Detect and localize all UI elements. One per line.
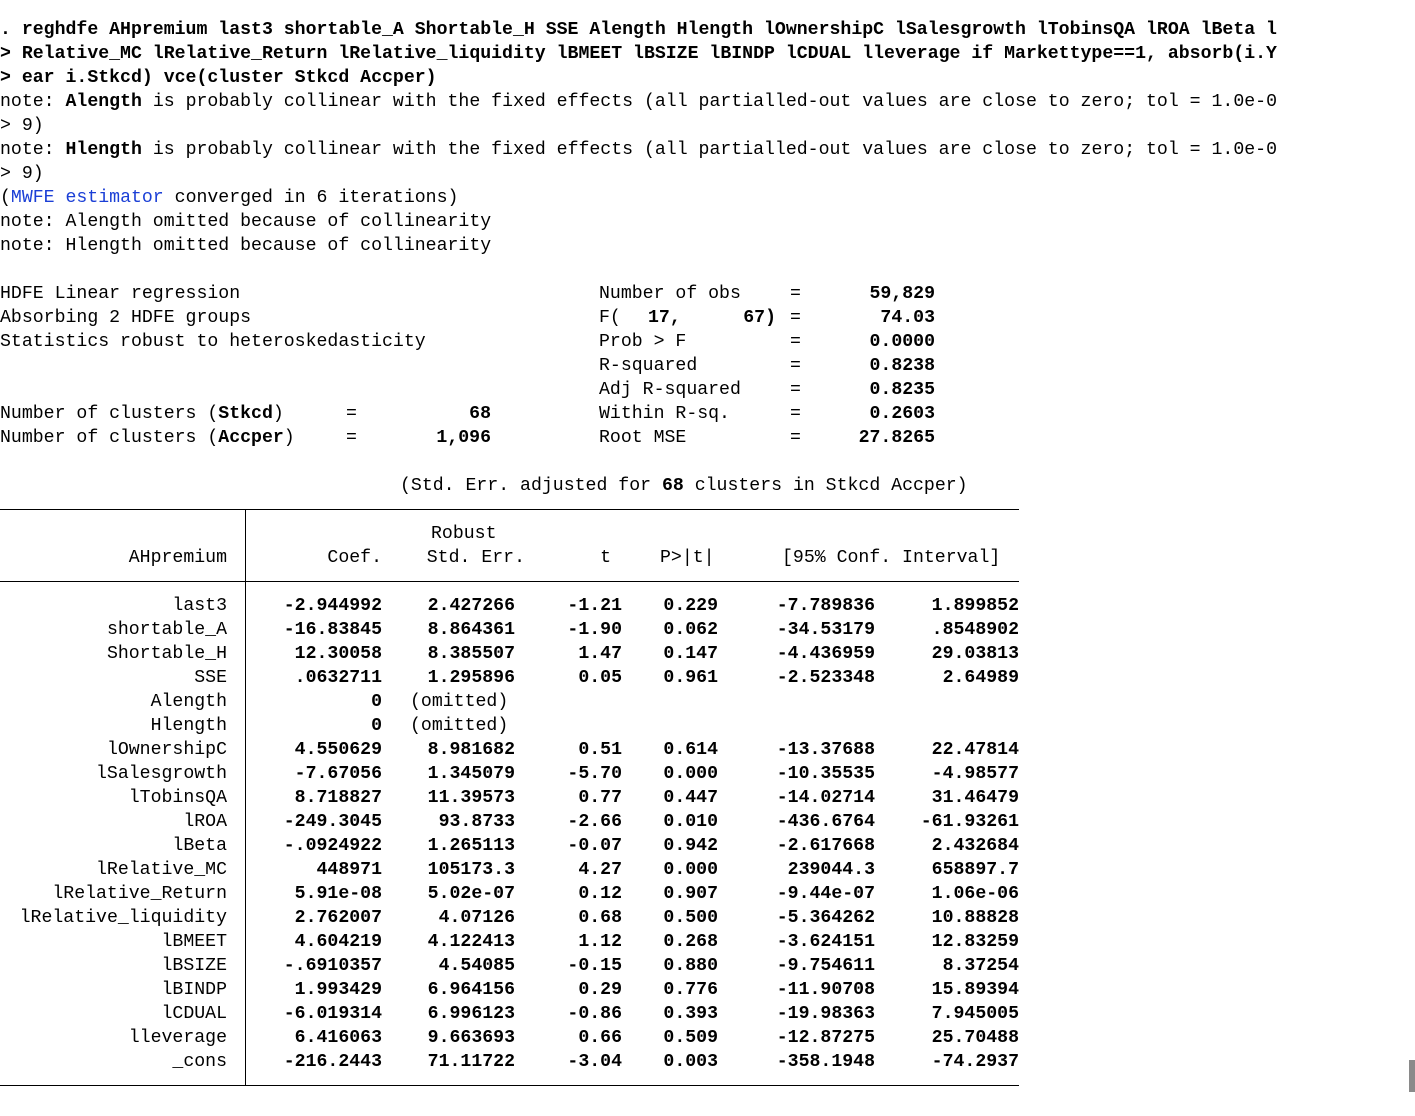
cluster-close: ) <box>283 428 295 448</box>
stat-r2-eq: = <box>790 356 801 376</box>
cell-ci-lower: -7.789836 <box>776 596 875 616</box>
cell-ci-lower: -5.364262 <box>776 908 875 928</box>
stat-rmse-eq: = <box>790 428 801 448</box>
note-alength-cont: > 9) <box>0 116 44 136</box>
cell-ci-upper: 1.06e-06 <box>931 884 1019 904</box>
clusters-accper-eq: = <box>346 428 357 448</box>
se-note-clusters: 68 <box>661 476 684 496</box>
cell-p: 0.880 <box>663 956 718 976</box>
cell-t: -5.70 <box>567 764 622 784</box>
cell-ci-upper: -74.2937 <box>931 1052 1019 1072</box>
stat-adjr2-value: 0.8235 <box>869 380 935 400</box>
cell-ci-lower: -4.436959 <box>776 644 875 664</box>
cell-ci-upper: 12.83259 <box>931 932 1019 952</box>
cell-ci-lower: -358.1948 <box>776 1052 875 1072</box>
cluster-var: Stkcd <box>218 404 273 424</box>
table-divider <box>245 509 246 1086</box>
stat-r2-value: 0.8238 <box>869 356 935 376</box>
cell-var: Shortable_H <box>106 644 227 664</box>
stat-f-value: 74.03 <box>880 308 935 328</box>
cell-var: lleverage <box>128 1028 227 1048</box>
cell-ci-upper <box>890 690 1019 714</box>
mwfe-estimator-link[interactable]: MWFE estimator <box>10 188 164 208</box>
cell-ci-lower: -13.37688 <box>776 740 875 760</box>
cell-p: 0.010 <box>663 812 718 832</box>
note-text: is probably collinear with the fixed effects (all partialled-out values are close to zero; tol = 1.0e-0 <box>141 92 1277 112</box>
clusters-stkcd-eq: = <box>346 404 357 424</box>
cell-t: 0.77 <box>578 788 622 808</box>
cell-var: lCDUAL <box>161 1004 227 1024</box>
cell-se: 6.964156 <box>427 980 515 1000</box>
cell-t <box>560 714 622 738</box>
cell-ci-upper: -61.93261 <box>920 812 1019 832</box>
stat-adjr2-label: Adj R-squared <box>599 380 741 400</box>
cell-ci-upper <box>890 714 1019 738</box>
table-bottom-rule <box>0 1085 1019 1086</box>
robust-info: Statistics robust to heteroskedasticity <box>0 332 426 352</box>
stat-f-df2: 67) <box>743 308 776 328</box>
cell-se: 8.981682 <box>427 740 515 760</box>
cell-coef: 1.993429 <box>294 980 382 1000</box>
cell-se: 71.11722 <box>427 1052 515 1072</box>
cell-ci-lower <box>740 714 875 738</box>
cell-se: 1.345079 <box>427 764 515 784</box>
cell-ci-upper: 31.46479 <box>931 788 1019 808</box>
stat-adjr2-eq: = <box>790 380 801 400</box>
cell-var: last3 <box>172 596 227 616</box>
cell-t: -0.86 <box>567 1004 622 1024</box>
stat-f-eq: = <box>790 308 801 328</box>
cell-p: 0.229 <box>663 596 718 616</box>
cell-ci-upper: 2.432684 <box>931 836 1019 856</box>
cell-t: -0.15 <box>567 956 622 976</box>
se-adjust-note <box>400 474 968 498</box>
scrollbar-thumb[interactable] <box>1409 1060 1415 1092</box>
cell-ci-lower: -19.98363 <box>776 1004 875 1024</box>
cell-se: 9.663693 <box>427 1028 515 1048</box>
cell-t: 0.66 <box>578 1028 622 1048</box>
note-hlength-collinear <box>0 138 1277 162</box>
cell-ci-lower: -12.87275 <box>776 1028 875 1048</box>
stat-nobs-eq: = <box>790 284 801 304</box>
cell-ci-lower: -9.754611 <box>776 956 875 976</box>
cell-p: 0.776 <box>663 980 718 1000</box>
cell-se: (omitted) <box>410 716 509 736</box>
cell-p <box>640 714 718 738</box>
robust-label: Robust <box>431 524 497 544</box>
cell-ci-upper: 25.70488 <box>931 1028 1019 1048</box>
stat-r2-label: R-squared <box>599 356 698 376</box>
cell-ci-upper: .8548902 <box>931 620 1019 640</box>
cell-var: lRelative_Return <box>52 884 227 904</box>
cell-coef: 4.604219 <box>294 932 382 952</box>
se-note-text: (Std. Err. adjusted for <box>400 476 662 496</box>
cluster-close: ) <box>272 404 284 424</box>
cell-coef: 5.91e-08 <box>294 884 382 904</box>
cell-coef: 0 <box>371 716 382 736</box>
stat-f-df1: 17, <box>648 308 681 328</box>
cell-coef: -16.83845 <box>283 620 382 640</box>
cell-var: lRelative_liquidity <box>19 908 227 928</box>
cell-var: lTobinsQA <box>128 788 227 808</box>
command-line-1: . reghdfe AHpremium last3 shortable_A Shortable_H SSE Alength Hlength lOwnershipC lSalesgrowth lTobinsQA lROA lBeta l <box>0 20 1277 40</box>
note-var: Hlength <box>65 140 142 160</box>
cell-t: 0.12 <box>578 884 622 904</box>
cell-var: Alength <box>150 692 227 712</box>
mwfe-text: converged in 6 iterations) <box>163 188 459 208</box>
cell-t: 0.68 <box>578 908 622 928</box>
cell-se: 11.39573 <box>427 788 515 808</box>
cell-coef: -249.3045 <box>283 812 382 832</box>
cell-coef: 0 <box>371 692 382 712</box>
note-alength-omitted: note: Alength omitted because of collinearity <box>0 212 492 232</box>
cell-coef: 6.416063 <box>294 1028 382 1048</box>
cell-p: 0.147 <box>663 644 718 664</box>
stat-within-value: 0.2603 <box>869 404 935 424</box>
cell-ci-lower: 239044.3 <box>787 860 875 880</box>
cell-coef: 448971 <box>316 860 382 880</box>
mwfe-line <box>0 186 458 210</box>
cell-ci-lower: -2.617668 <box>776 836 875 856</box>
cell-ci-lower: -34.53179 <box>776 620 875 640</box>
cell-coef: 4.550629 <box>294 740 382 760</box>
clusters-accper-value: 1,096 <box>436 428 491 448</box>
cell-ci-upper: 15.89394 <box>931 980 1019 1000</box>
col-t: t <box>600 548 611 568</box>
cell-ci-lower <box>740 690 875 714</box>
cell-ci-upper: 1.899852 <box>931 596 1019 616</box>
cell-p: 0.000 <box>663 860 718 880</box>
cell-se: 6.996123 <box>427 1004 515 1024</box>
cell-t: -2.66 <box>567 812 622 832</box>
cell-ci-upper: 22.47814 <box>931 740 1019 760</box>
cell-ci-upper: 658897.7 <box>931 860 1019 880</box>
cell-coef: -6.019314 <box>283 1004 382 1024</box>
cluster-var: Accper <box>218 428 284 448</box>
cell-coef: -216.2443 <box>283 1052 382 1072</box>
col-stderr: Std. Err. <box>426 548 525 568</box>
table-header-rule <box>0 581 1019 582</box>
cell-coef: 8.718827 <box>294 788 382 808</box>
cell-p: 0.509 <box>663 1028 718 1048</box>
cell-se: 1.265113 <box>427 836 515 856</box>
note-text: is probably collinear with the fixed effects (all partialled-out values are close to zero; tol = 1.0e-0 <box>141 140 1277 160</box>
cell-var: lBINDP <box>161 980 227 1000</box>
note-var: Alength <box>65 92 142 112</box>
clusters-accper-label <box>0 426 295 450</box>
col-ci: [95% Conf. Interval] <box>782 548 1001 568</box>
cell-p: 0.000 <box>663 764 718 784</box>
cell-p <box>640 690 718 714</box>
stat-rmse-value: 27.8265 <box>858 428 935 448</box>
command-line-3: > ear i.Stkcd) vce(cluster Stkcd Accper) <box>0 68 437 88</box>
cell-se: 4.54085 <box>438 956 515 976</box>
col-p: P>|t| <box>660 548 715 568</box>
cell-var: shortable_A <box>106 620 227 640</box>
cell-se: 5.02e-07 <box>427 884 515 904</box>
cell-var: lROA <box>183 812 227 832</box>
cell-se: 105173.3 <box>427 860 515 880</box>
cell-ci-lower: -11.90708 <box>776 980 875 1000</box>
cell-ci-lower: -9.44e-07 <box>776 884 875 904</box>
cell-p: 0.500 <box>663 908 718 928</box>
cell-t: 0.29 <box>578 980 622 1000</box>
cell-ci-lower: -10.35535 <box>776 764 875 784</box>
cell-ci-lower: -436.6764 <box>776 812 875 832</box>
depvar-label: AHpremium <box>128 548 227 568</box>
cell-t: 0.51 <box>578 740 622 760</box>
cell-ci-lower: -2.523348 <box>776 668 875 688</box>
cell-se: 1.295896 <box>427 668 515 688</box>
cell-coef: .0632711 <box>294 668 382 688</box>
model-type: HDFE Linear regression <box>0 284 241 304</box>
cell-ci-upper: 2.64989 <box>942 668 1019 688</box>
cell-ci-lower: -3.624151 <box>776 932 875 952</box>
stat-probf-value: 0.0000 <box>869 332 935 352</box>
col-coef: Coef. <box>327 548 382 568</box>
cluster-label: Number of clusters ( <box>0 404 219 424</box>
cell-se: 4.122413 <box>427 932 515 952</box>
cell-p: 0.062 <box>663 620 718 640</box>
cell-var: SSE <box>194 668 227 688</box>
cell-var: lBeta <box>172 836 227 856</box>
cell-coef: -2.944992 <box>283 596 382 616</box>
stat-within-eq: = <box>790 404 801 424</box>
stat-f-label: F( <box>599 308 621 328</box>
cell-var: _cons <box>172 1052 227 1072</box>
mwfe-paren: ( <box>0 188 11 208</box>
cell-se: 8.864361 <box>427 620 515 640</box>
cell-t: 1.47 <box>578 644 622 664</box>
cell-p: 0.942 <box>663 836 718 856</box>
stat-probf-eq: = <box>790 332 801 352</box>
cell-p: 0.393 <box>663 1004 718 1024</box>
cell-t: 0.05 <box>578 668 622 688</box>
cell-ci-upper: 29.03813 <box>931 644 1019 664</box>
cell-coef: -7.67056 <box>294 764 382 784</box>
cell-p: 0.614 <box>663 740 718 760</box>
cell-var: lOwnershipC <box>106 740 227 760</box>
note-alength-collinear <box>0 90 1277 114</box>
cell-t <box>560 690 622 714</box>
cell-var: Hlength <box>150 716 227 736</box>
cell-coef: 2.762007 <box>294 908 382 928</box>
cell-se: 8.385507 <box>427 644 515 664</box>
se-note-text: clusters in Stkcd Accper) <box>683 476 968 496</box>
cell-t: 4.27 <box>578 860 622 880</box>
cell-ci-upper: 10.88828 <box>931 908 1019 928</box>
note-prefix: note: <box>0 92 66 112</box>
cell-var: lRelative_MC <box>96 860 227 880</box>
cell-coef: -.6910357 <box>283 956 382 976</box>
cell-se: 93.8733 <box>438 812 515 832</box>
cell-p: 0.447 <box>663 788 718 808</box>
cell-t: -3.04 <box>567 1052 622 1072</box>
stat-within-label: Within R-sq. <box>599 404 730 424</box>
cluster-label: Number of clusters ( <box>0 428 219 448</box>
absorb-info: Absorbing 2 HDFE groups <box>0 308 252 328</box>
cell-coef: -.0924922 <box>283 836 382 856</box>
cell-p: 0.268 <box>663 932 718 952</box>
note-hlength-cont: > 9) <box>0 164 44 184</box>
cell-t: 1.12 <box>578 932 622 952</box>
cell-p: 0.907 <box>663 884 718 904</box>
note-prefix: note: <box>0 140 66 160</box>
cell-se: 4.07126 <box>438 908 515 928</box>
cell-ci-upper: -4.98577 <box>931 764 1019 784</box>
stat-nobs-value: 59,829 <box>869 284 935 304</box>
cell-var: lSalesgrowth <box>96 764 227 784</box>
clusters-stkcd-label <box>0 402 284 426</box>
cell-ci-upper: 7.945005 <box>931 1004 1019 1024</box>
note-hlength-omitted: note: Hlength omitted because of collinearity <box>0 236 492 256</box>
cell-t: -1.90 <box>567 620 622 640</box>
cell-ci-upper: 8.37254 <box>942 956 1019 976</box>
cell-var: lBSIZE <box>161 956 227 976</box>
cell-p: 0.003 <box>663 1052 718 1072</box>
cell-se: (omitted) <box>410 692 509 712</box>
clusters-stkcd-value: 68 <box>469 404 491 424</box>
cell-p: 0.961 <box>663 668 718 688</box>
stat-probf-label: Prob > F <box>599 332 687 352</box>
command-line-2: > Relative_MC lRelative_Return lRelative_liquidity lBMEET lBSIZE lBINDP lCDUAL lleverage if Markettype==1, absorb(i.Y <box>0 44 1277 64</box>
cell-ci-lower: -14.02714 <box>776 788 875 808</box>
cell-coef: 12.30058 <box>294 644 382 664</box>
table-top-rule <box>0 509 1019 510</box>
stat-nobs-label: Number of obs <box>599 284 741 304</box>
cell-t: -0.07 <box>567 836 622 856</box>
cell-var: lBMEET <box>161 932 227 952</box>
cell-t: -1.21 <box>567 596 622 616</box>
stat-rmse-label: Root MSE <box>599 428 687 448</box>
cell-se: 2.427266 <box>427 596 515 616</box>
